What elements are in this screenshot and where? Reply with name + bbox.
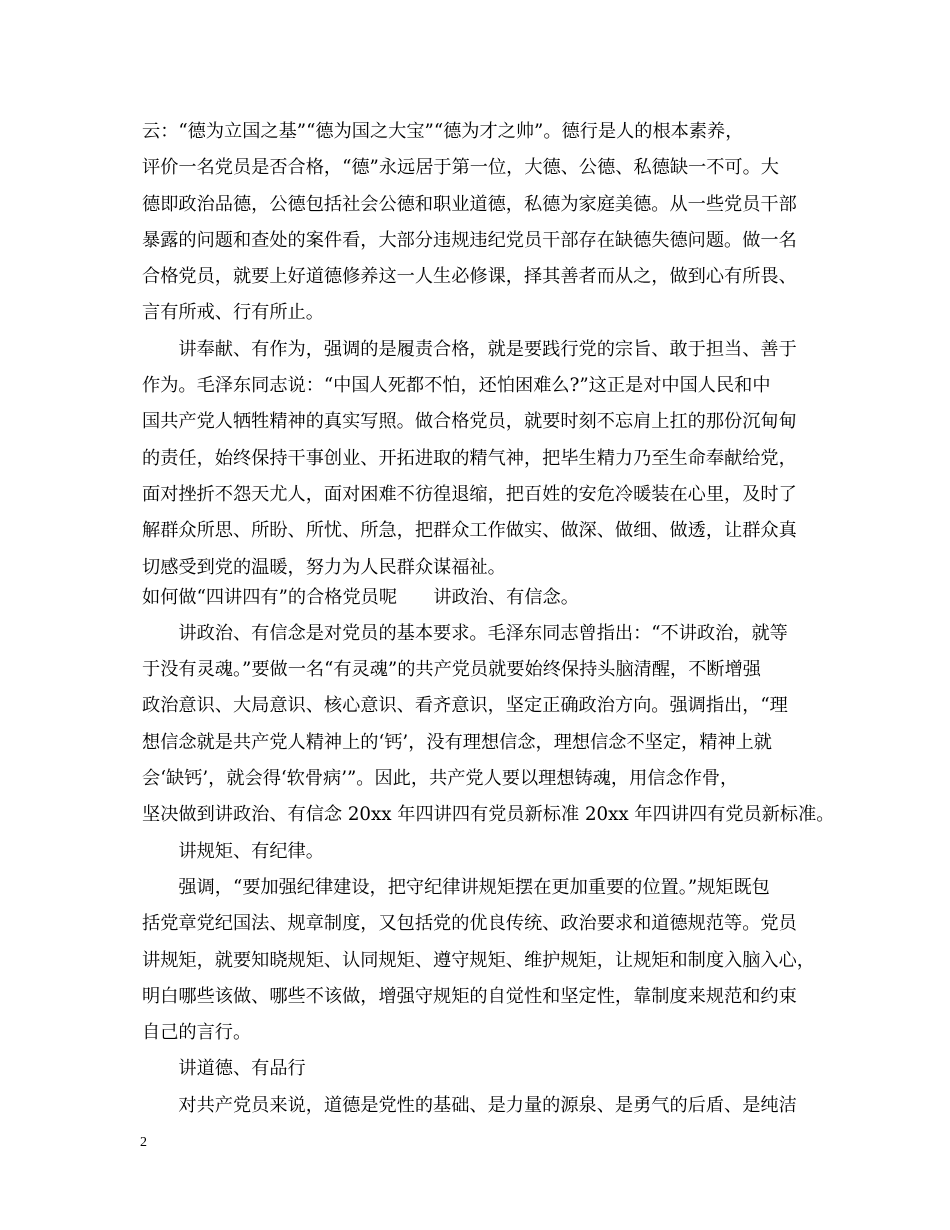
text-line: 讲规矩、有纪律。 xyxy=(142,840,324,862)
page-number: 2 xyxy=(140,1135,147,1150)
text-line: 云：“德为立国之基”“德为国之大宝”“德为才之帅”。德行是人的根本素养， xyxy=(142,121,744,142)
text-line: 国共产党人牺牲精神的真实写照。做合格党员，就要时刻不忘肩上扛的那份沉甸甸 xyxy=(142,411,797,433)
text-line: 坚决做到讲政治、有信念 20xx 年四讲四有党员新标准 20xx 年四讲四有党员新标准。 xyxy=(142,804,835,826)
text-line: 讲奉献、有作为，强调的是履责合格，就是要践行党的宗旨、敢于担当、善于 xyxy=(142,338,797,360)
text-line: 强调，“要加强纪律建设，把守纪律讲规矩摆在更加重要的位置。”规矩既包 xyxy=(142,876,770,898)
text-line: 讲政治、有信念是对党员的基本要求。毛泽东同志曾指出：“不讲政治，就等 xyxy=(142,622,788,644)
text-line: 会‘缺钙’，就会得‘软骨病’”。因此，共产党人要以理想铸魂，用信念作骨， xyxy=(142,768,739,790)
text-line: 讲道德、有品行 xyxy=(142,1058,306,1080)
text-line: 言有所戒、行有所止。 xyxy=(142,302,324,324)
text-line: 于没有灵魂。”要做一名“有灵魂”的共产党员就要始终保持头脑清醒，不断增强 xyxy=(142,659,761,681)
text-line: 作为。毛泽东同志说：“中国人死都不怕，还怕困难么?”这正是对中国人民和中 xyxy=(142,375,771,397)
text-line: 解群众所思、所盼、所忧、所急，把群众工作做实、做深、做细、做透，让群众真 xyxy=(142,520,797,542)
text-line: 合格党员，就要上好道德修养这一人生必修课，择其善者而从之，做到心有所畏、 xyxy=(142,266,797,288)
text-line: 政治意识、大局意识、核心意识、看齐意识，坚定正确政治方向。强调指出，“理 xyxy=(142,695,788,717)
text-line: 明白哪些该做、哪些不该做，增强守规矩的自觉性和坚定性，靠制度来规范和约束 xyxy=(142,985,797,1007)
text-line: 想信念就是共产党人精神上的‘钙’，没有理想信念，理想信念不坚定，精神上就 xyxy=(142,731,772,753)
text-line: 暴露的问题和查处的案件看，大部分违规违纪党员干部存在缺德失德问题。做一名 xyxy=(142,229,797,251)
text-line: 面对挫折不怨天尤人，面对困难不彷徨退缩，把百姓的安危冷暖装在心里，及时了 xyxy=(142,483,797,505)
text-line: 切感受到党的温暖，努力为人民群众谋福祉。 xyxy=(142,556,506,578)
text-line: 自己的言行。 xyxy=(142,1022,252,1044)
text-line: 讲规矩，就要知晓规矩、认同规矩、遵守规矩、维护规矩，让规矩和制度入脑入心， xyxy=(142,949,815,971)
text-line: 括党章党纪国法、规章制度，又包括党的优良传统、政治要求和道德规范等。党员 xyxy=(142,913,797,935)
section-heading-line: 如何做“四讲四有”的合格党员呢 讲政治、有信念。 xyxy=(142,586,579,608)
text-line: 德即政治品德，公德包括社会公德和职业道德，私德为家庭美德。从一些党员干部 xyxy=(142,193,797,215)
text-line: 对共产党员来说，道德是党性的基础、是力量的源泉、是勇气的后盾、是纯洁 xyxy=(142,1094,797,1116)
text-line: 的责任，始终保持干事创业、开拓进取的精气神，把毕生精力乃至生命奉献给党， xyxy=(142,447,797,469)
text-line: 评价一名党员是否合格，“德”永远居于第一位，大德、公德、私德缺一不可。大 xyxy=(142,157,779,179)
body-text xyxy=(142,114,835,1124)
